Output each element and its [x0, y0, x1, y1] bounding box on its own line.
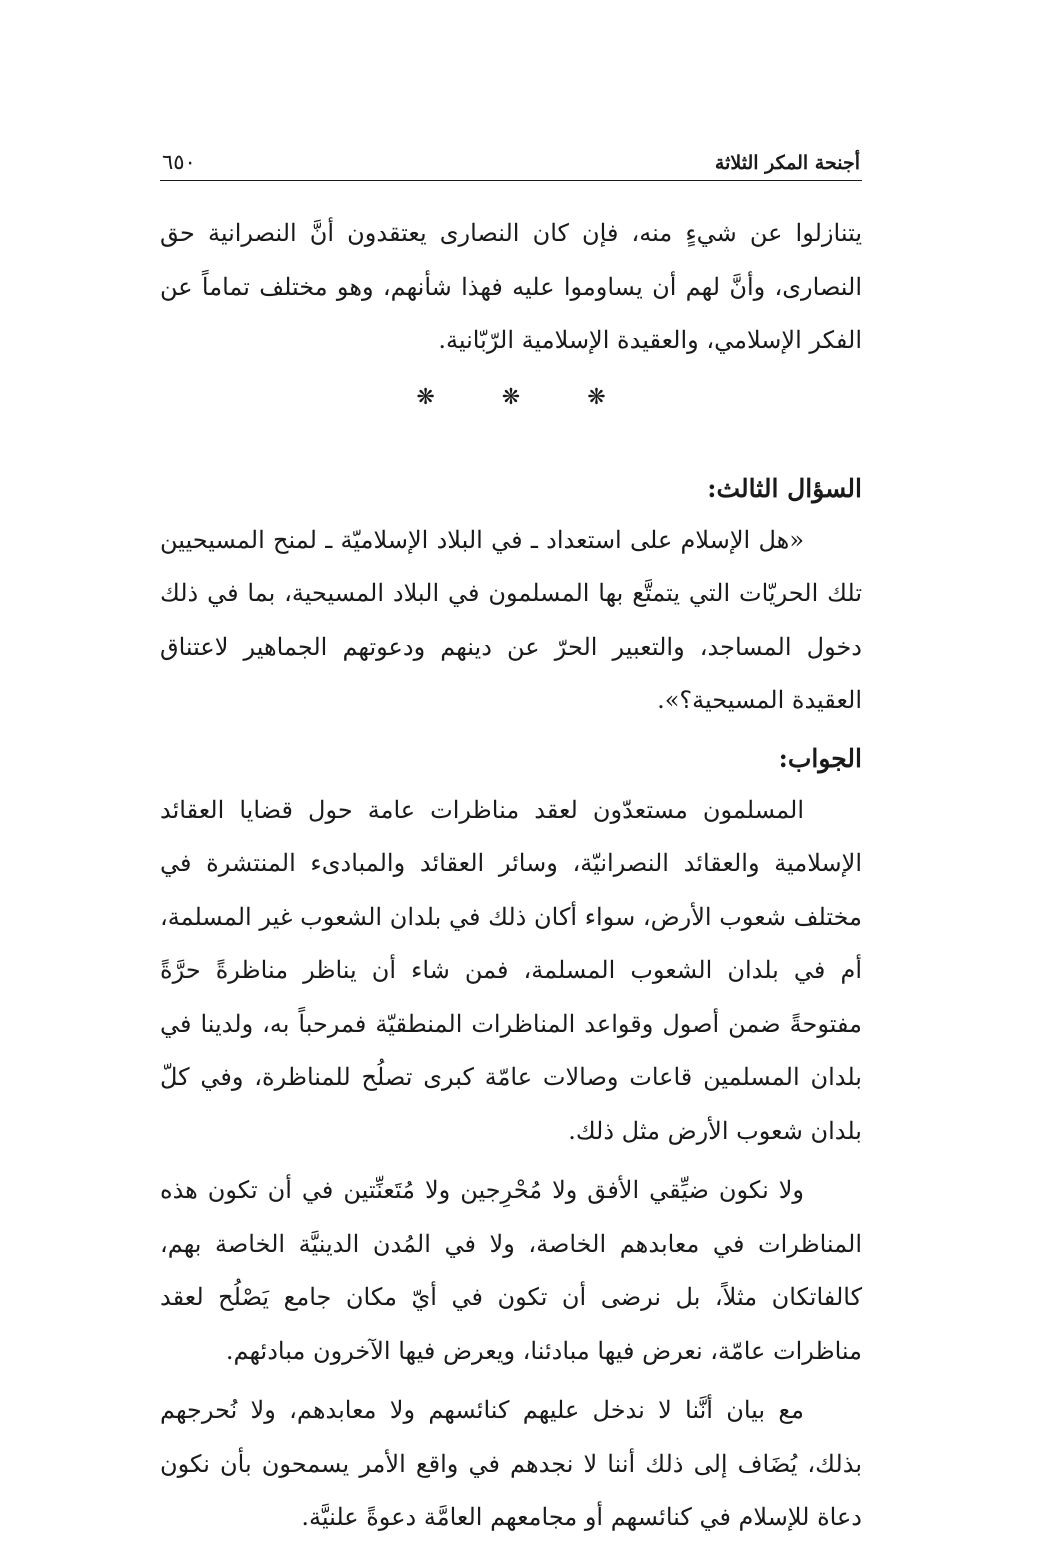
- section-separator: ❋ ❋ ❋: [416, 384, 636, 410]
- running-header: [160, 150, 862, 181]
- intro-paragraph: يتنازلوا عن شيءٍ منه، فإن كان النصارى يعتقدون أنَّ النصرانية حق النصارى، وأنَّ لهم أن يساوموا عليه فهذا شأنهم، وهو مختلف تماماً عن الفكر الإسلامي، والعقيدة الإسلامية الرّبّانية.: [160, 219, 862, 354]
- page-number: ٦٥٠: [162, 150, 196, 174]
- answer-paragraph-3: مع بيان أنَّنا لا ندخل عليهم كنائسهم ولا معابدهم، ولا نُحرجهم بذلك، يُضَاف إلى ذلك أننا لا نجدهم في واقع الأمر يسمحون بأن نكون دعاة للإسلام في كنائسهم أو مجامعهم العامَّة دعوةً علنيَّة.: [160, 1396, 862, 1531]
- question-text: «هل الإسلام على استعداد ـ في البلاد الإسلاميّة ـ لمنح المسيحيين تلك الحريّات التي يتمتَّع بها المسلمون في البلاد المسيحية، بما في ذلك دخول المساجد، والتعبير الحرّ عن دينهم ودعوتهم الجماهير لاعتناق العقيدة المسيحية؟».: [160, 525, 862, 714]
- book-page: [160, 150, 862, 1545]
- page-body: [160, 207, 862, 1545]
- answer-heading: الجواب:: [778, 743, 862, 773]
- answer-paragraph-1: المسلمون مستعدّون لعقد مناظرات عامة حول قضايا العقائد الإسلامية والعقائد النصرانيّة، وسائر العقائد والمبادىء المنتشرة في مختلف شعوب الأرض، سواء أكان ذلك في بلدان الشعوب غير المسلمة، أم في بلدان الشعوب المسلمة، فمن شاء أن يناظر مناظرةً حرَّةً مفتوحةً ضمن أصول وقواعد المناظرات المنطقيّة فمرحباً به، ولدينا في بلدان المسلمين قاعات وصالات عامّة كبرى تصلُح للمناظرة، وفي كلّ بلدان شعوب الأرض مثل ذلك.: [160, 795, 862, 1145]
- answer-paragraph-2: ولا نكون ضيِّقي الأفق ولا مُحْرِجين ولا مُتَعنِّتين في أن تكون هذه المناظرات في معابدهم الخاصة، ولا في المُدن الدينيَّة الخاصة بهم، كالفاتكان مثلاً، بل نرضى أن تكون في أيّ مكان جامع يَصْلُح لعقد مناظرات عامّة، نعرض فيها مبادئنا، ويعرض فيها الآخرون مبادئهم.: [160, 1176, 862, 1365]
- book-title: أجنحة المكر الثلاثة: [714, 152, 860, 174]
- question-heading: السؤال الثالث:: [707, 473, 862, 503]
